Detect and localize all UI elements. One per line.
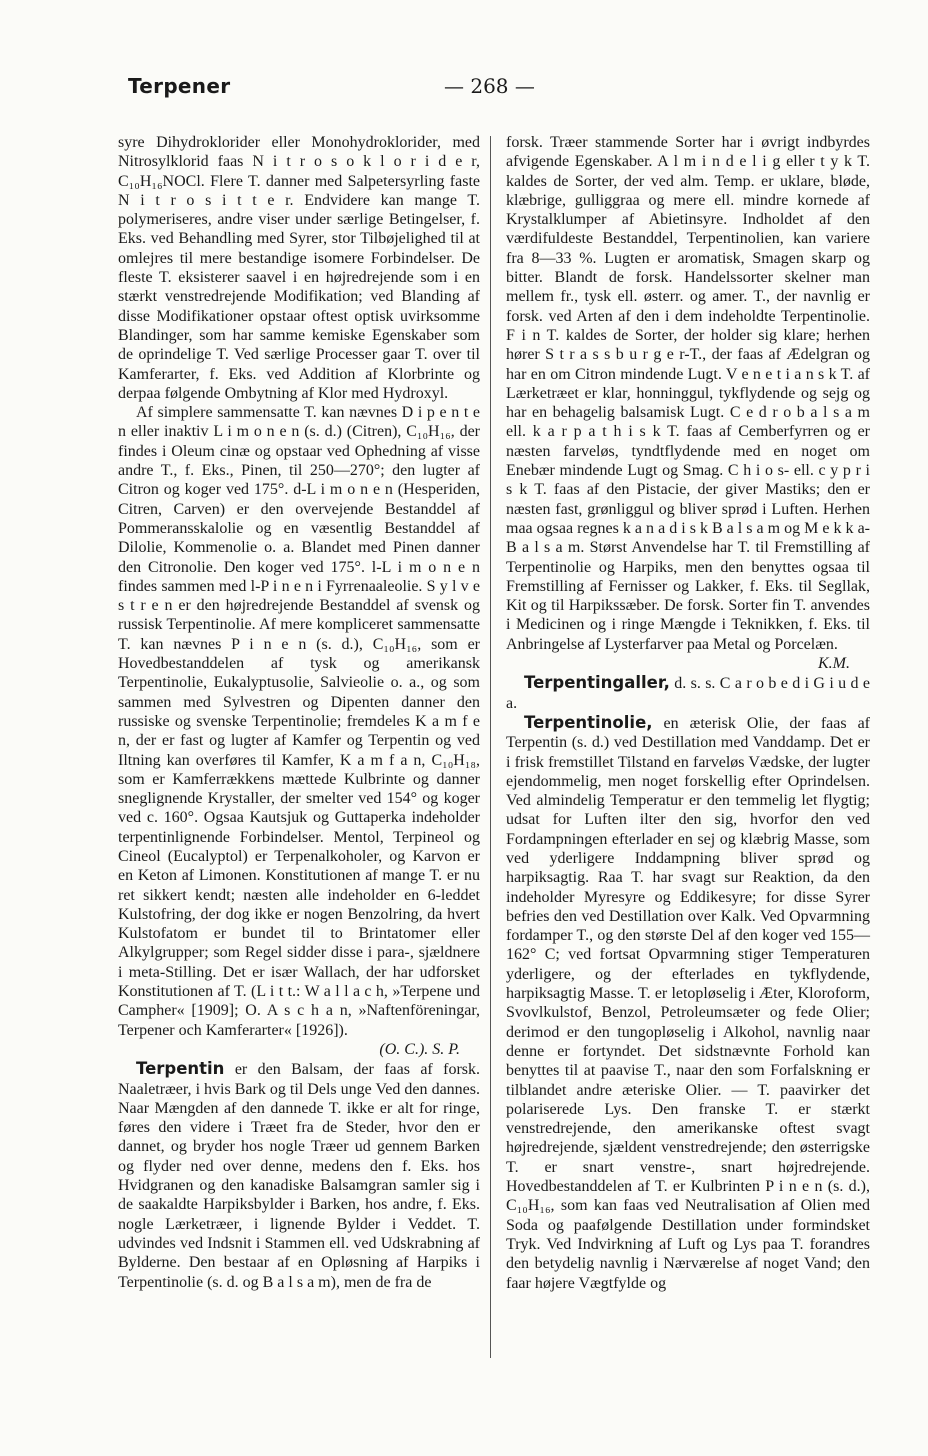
terpener-continuation: syre Dihydroklorider eller Monohydroklorider, med Nitrosylklorid faas N i t r o s o k l o r i d e r, C₁₀H₁₆NOCl. Flere T. danner med Salpetersyrling faste N i t r o s i t t e r. Endvidere kan mange T. polymeriseres, andre viser under særlige Betingelser, f. Eks. ved Behandling med Syrer, stor Tilbøjelighed til at omlejres til mere bestandige isomere Forbindelser. De fleste T. eksisterer saavel i en højredrejende som i en stærkt venstredrejende Modifikation; ved Blanding af disse Modifikationer opstaar oftest optisk uvirksomme Blandinger, som har samme kemiske Egenskaber som de oprindelige T. Ved særlige Processer gaar T. over til Kamferarter, f. Eks. ved Addition af Klorbrinte og derpaa følgende Ombytning af Klor med Hydroxyl. bbox=[118, 134, 480, 402]
entry-terpentinolie bbox=[506, 713, 870, 1293]
author-signature: K.M. bbox=[818, 655, 850, 673]
right-column bbox=[506, 133, 870, 1293]
page-number: — 268 — bbox=[444, 74, 535, 98]
running-head: Terpener bbox=[128, 74, 231, 98]
headword-terpentinolie: Terpentinolie, bbox=[524, 712, 653, 732]
headword-terpentingaller: Terpentingaller, bbox=[524, 673, 670, 693]
author-signature: (O. C.). S. P. bbox=[379, 1040, 460, 1058]
headword-terpentin: Terpentin bbox=[136, 1059, 225, 1079]
column-rule bbox=[490, 136, 491, 1358]
terpentinolie-text: en æterisk Olie, der faas af Terpentin (s. d.) ved Destillation med Vanddamp. Det er i frisk fremstillet Tilstand en farveløs Vædske, der lugter ejendommelig, men noget forskellig efter Oprindelsen. Ved almindelig Temperatur er den temmelig let flygtig; udsat for Luften ilter den sig, hvorfor den ved Fordampningen efterlader en sej og klæbrig Masse, som ved yderligere Inddampning bliver sprød og harpiksagtig. Raa T. har svagt sur Reaktion, da den indeholder Myresyre og Eddikesyre; for disse Syrer befries den ved Destillation over Kalk. Ved Opvarmning fordamper T., og den største Del af den koger ved 155—162° C; ved fortsat Opvarmning stiger Temperaturen yderligere, og der efterlades en tykflydende, harpiksagtig Masse. T. er letopløselig i Æter, Kloroform, Svovlkulstof, Benzol, Petroleumsæter og fede Olier; derimod er den tungopløselig i Alkohol, navnlig naar denne er fortyndet. Det sidstnævnte Forhold kan benyttes til at paavise T., naar den som Forfalskning er tilblandet andre æteriske Olier. — T. paavirker det polariserede Lys. Den franske T. er stærkt venstredrejende, den amerikanske oftest svagt højredrejende, sjældent venstredrejende; den østerrigske T. er snart venstre-, snart højredrejende. Hovedbestanddelen af T. er Kulbrinten P i n e n (s. d.), C₁₀H₁₆, som kan faas ved Neutralisation af Olien med Soda og paafølgende Destillation under formindsket Tryk. Ved Indvirkning af Luft og Lys paa T. forandres den betydelig navnlig i Nærværelse af noget Vand; den faar højere Vægtfylde og bbox=[506, 714, 871, 1292]
entry-terpentingaller bbox=[506, 673, 870, 713]
left-column bbox=[118, 133, 480, 1292]
page-header bbox=[128, 74, 868, 104]
terpentin-continuation: forsk. Træer stammende Sorter har i øvrigt indbyrdes afvigende Egenskaber. A l m i n d e l i g eller t y k T. kaldes de Sorter, der ved alm. Temp. er uklare, bløde, klæbrige, gulliggraa og mere ell. mindre kornede af Krystalklumper af Abietinsyre. Indholdet af den værdifuldeste Bestanddel, Terpentinolien, kan variere fra 8—33 %. Lugten er aromatisk, Smagen skarp og bitter. Blandt de forsk. Handelssorter skelner man mellem fr., tysk ell. østerr. og amer. T., der navnlig er forsk. ved Arten af den i dem indeholdte Terpentinolie. F i n T. kaldes de Sorter, der holder sig klare; herhen hører S t r a s s b u r g e r-T., der faas af Ædelgran og har en om Citron mindende Lugt. V e n e t i a n s k T. af Lærketræet er klar, honninggul, tykflydende og sejg og har en behagelig balsamisk Lugt. C e d r o b a l s a m ell. k a r p a t h i s k T. faas af Cemberfyrren og er næsten farveløs, tyndtflydende med en noget om Enebær mindende Lugt og Smag. C h i o s- ell. c y p r i s k T. faas af den Pistacie, der giver Mastiks; den er næsten fast, grønliggul og bliver sprød i Luften. Herhen maa ogsaa regnes k a n a d i s k B a l s a m og M e k k a-B a l s a m. Størst Anvendelse har T. til Fremstilling af Terpentinolie og Harpiks, men den benyttes ogsaa til Fremstilling af Fernisser og Lakker, f. Eks. til Segllak, Kit og til Harpikssæber. De forsk. Sorter fin T. anvendes i Medicinen og i ringe Mængde i Teknikken, f. Eks. til Anbringelse af Lysterfarver paa Metal og Porcelæn. bbox=[506, 134, 870, 653]
terpener-simple-paragraph: Af simplere sammensatte T. kan nævnes D i p e n t e n eller inaktiv L i m o n e n (s. d.) (Citren), C₁₀H₁₆, der findes i Oleum cinæ og opstaar ved Ophedning af visse andre T., f. Eks., Pinen, til 250—270°; den lugter af Citron og koger ved 175°. d-L i m o n e n (Hesperiden, Citren, Carven) er den overvejende Bestanddel af Pommeransskalolie og en væsentlig Bestanddel af Dilolie, Kommenolie o. a. Blandet med Pinen danner den Citronolie. Den koger ved 175°. l-L i m o n e n findes sammen med l-P i n e n i Fyrrenaaleolie. S y l v e s t r e n er den højredrejende Bestanddel af svensk og russisk Terpentinolie. Af mere kompliceret sammensatte T. kan nævnes P i n e n (s. d.), C₁₀H₁₆, som er Hovedbestanddelen af tysk og amerikansk Terpentinolie, Eukalyptusolie, Salvieolie o. a., og som sammen med Sylvestren og Dipenten danner den russiske og svenske Terpentinolie; fremdeles K a m f e n, der er fast og lugter af Kamfer og Terpentin og ved Iltning kan overføres til Kamfer, K a m f a n, C₁₀H₁₈, som er Kamferrækkens mættede Kulbrinte og danner sneglignende Krystaller, der smelter ved 154° og koger ved c. 160°. Ogsaa Kautsjuk og Guttaperka indeholder terpentinlignende Forbindelser. Mentol, Terpineol og Cineol (Eucalyptol) er Terpenalkoholer, og Karvon er en Keton af Limonen. Konstitutionen af mange T. er nu ret sikkert kendt; næsten alle indeholder en 6-leddet Kulstofring, der dog ikke er nogen Benzolring, da hvert Kulstofatom er bundet til to Brintatomer eller Alkylgrupper; som Regel sidder disse i para-, sjældnere i meta-Stilling. Det er især Wallach, der har udforsket Konstitutionen af T. (L i t t.: W a l l a c h, »Terpene und Campher« [1909]; O. A s c h a n, »Naftenföreningar, Terpener och Kamferarter« [1926]). bbox=[118, 404, 480, 1039]
terpentin-text: er den Balsam, der faas af forsk. Naaletræer, i hvis Bark og til Dels unge Ved den dannes. Naar Mængden af den dannede T. ikke er alt for ringe, føres den videre i Træet fra de Steder, hvor den er dannet, og bryder hos nogle Træer ud gennem Barken og flyder ned over denne, medens den f. Eks. hos Hvidgranen og den kanadiske Balsamgran samler sig i de saakaldte Harpiksbylder i Barken, hos andre, f. Eks. nogle Lærketræer, i lignende Bylder i Veddet. T. udvindes ved Indsnit i Stammen ell. ved Udskrabning af Bylderne. Den bestaar af en Opløsning af Harpiks i Terpentinolie (s. d. og B a l s a m), men de fra de bbox=[118, 1061, 481, 1291]
terpentingaller-text: d. s. s. C a r o b e d i G i u d e a. bbox=[506, 675, 871, 712]
entry-terpentin bbox=[118, 1059, 480, 1292]
